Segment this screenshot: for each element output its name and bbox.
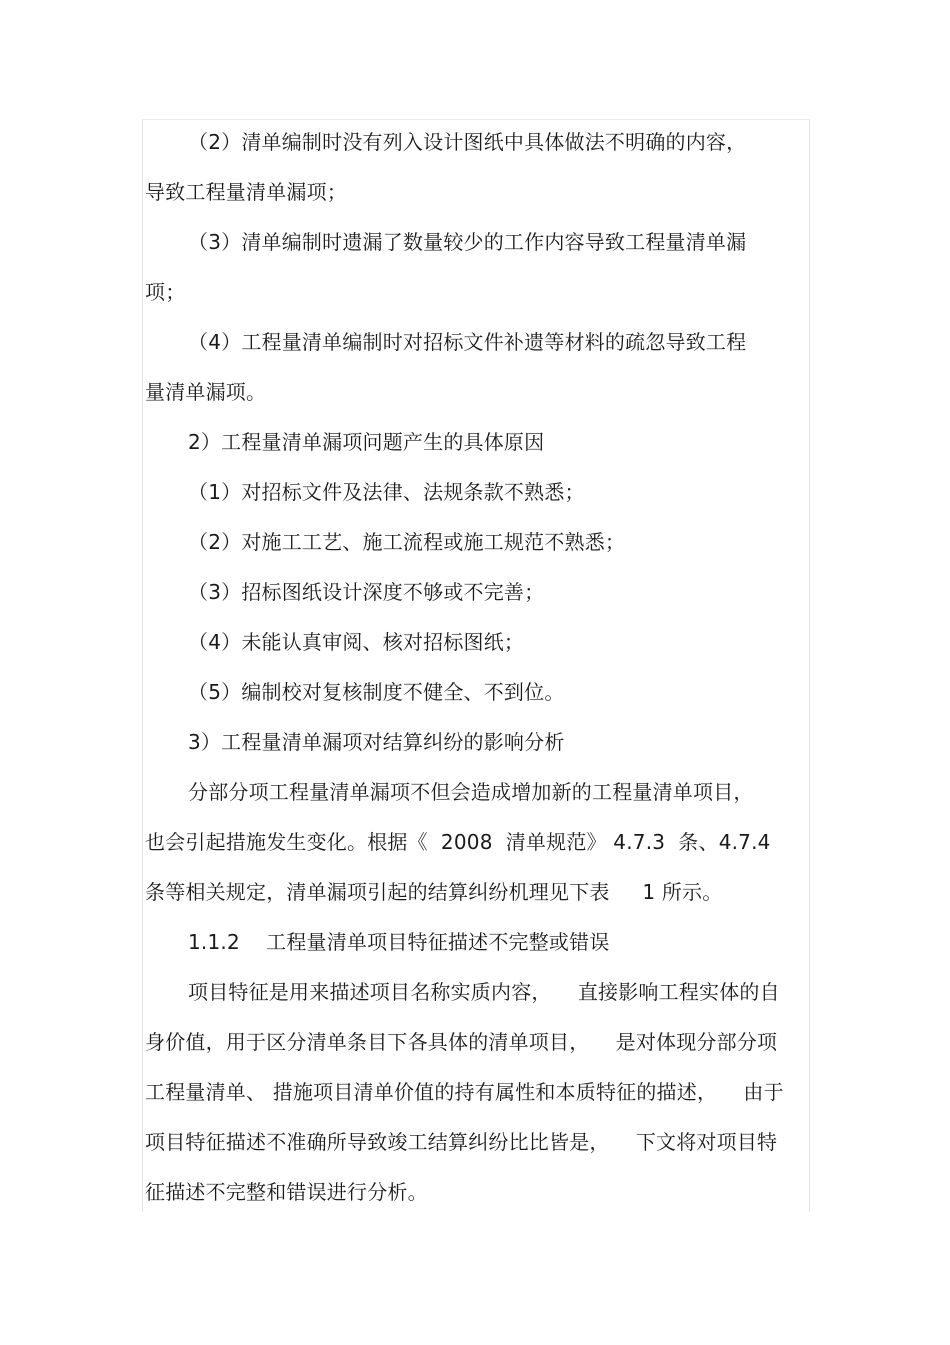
paragraph-1-line-3: 条等相关规定，清单漏项引起的结算纠纷机理见下表 1 所示。 (145, 880, 723, 904)
list-item-3: （3）招标图纸设计深度不够或不完善； (188, 580, 545, 604)
paragraph-2-line-5: 征描述不完整和错误进行分析。 (145, 1180, 428, 1204)
list-item-1: （1）对招标文件及法律、法规条款不熟悉； (188, 480, 585, 504)
text-line-1: （2）清单编制时没有列入设计图纸中具体做法不明确的内容， (188, 130, 747, 154)
paragraph-1-line-1: 分部分项工程量清单漏项不但会造成增加新的工程量清单项目， (188, 780, 754, 804)
list-item-5: （5）编制校对复核制度不健全、不到位。 (188, 680, 565, 704)
section-heading-3: 3）工程量清单漏项对结算纠纷的影响分析 (188, 730, 565, 754)
paragraph-2-line-3: 工程量清单、 措施项目清单价值的持有属性和本质特征的描述， 由于 (145, 1080, 784, 1104)
section-heading-2: 2）工程量清单漏项问题产生的具体原因 (188, 430, 545, 454)
list-item-4: （4）未能认真审阅、核对招标图纸； (188, 630, 525, 654)
list-item-2: （2）对施工工艺、施工流程或施工规范不熟悉； (188, 530, 626, 554)
text-line-6: 量清单漏项。 (145, 380, 267, 404)
paragraph-2-line-2: 身价值，用于区分清单条目下各具体的清单项目， 是对体现分部分项 (145, 1030, 778, 1054)
paragraph-2-line-4: 项目特征描述不准确所导致竣工结算纠纷比比皆是， 下文将对项目特 (145, 1130, 778, 1154)
text-line-3: （3）清单编制时遗漏了数量较少的工作内容导致工程量清单漏 (188, 230, 747, 254)
text-line-2: 导致工程量清单漏项； (145, 180, 347, 204)
text-line-4: 项； (145, 280, 186, 304)
paragraph-1-line-2: 也会引起措施发生变化。根据《 2008 清单规范》 4.7.3 条、4.7.4 (145, 830, 771, 854)
paragraph-2-line-1: 项目特征是用来描述项目名称实质内容， 直接影响工程实体的自 (188, 980, 780, 1004)
text-line-5: （4）工程量清单编制时对招标文件补遗等材料的疏忽导致工程 (188, 330, 747, 354)
subsection-heading-1-1-2: 1.1.2 工程量清单项目特征描述不完整或错误 (188, 930, 610, 954)
